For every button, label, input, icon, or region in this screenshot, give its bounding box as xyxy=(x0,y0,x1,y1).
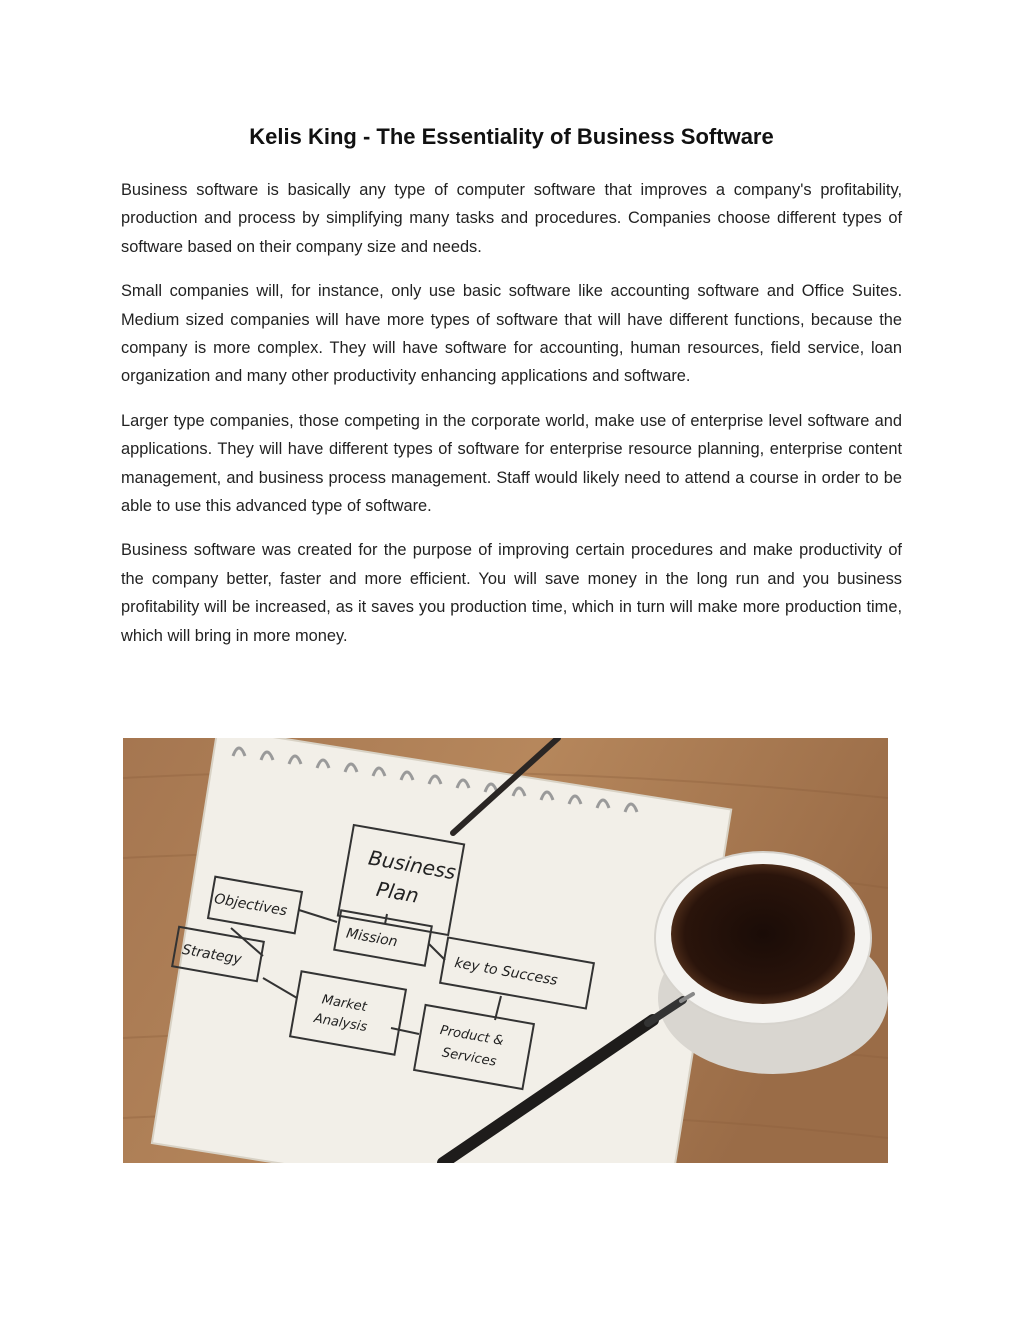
diagram-label-key-to-success: key to Success xyxy=(453,955,559,989)
document-page xyxy=(121,0,902,650)
diagram-label-mission: Mission xyxy=(344,925,399,951)
business-plan-photo xyxy=(123,738,888,1163)
diagram-label-product: Product & xyxy=(438,1023,505,1050)
paragraph-3: Larger type companies, those competing in the corporate world, make use of enterprise level software and applications. They will have different types of software for enterprise resource planning, enterprise content management, and business process management. Staff would likely need to attend a course in order to be able to use this advanced type of software. xyxy=(121,411,902,516)
diagram-label-plan: Plan xyxy=(374,876,421,908)
diagram-label-market: Market xyxy=(320,992,368,1016)
diagram-label-analysis: Analysis xyxy=(312,1011,369,1036)
diagram-label-strategy: Strategy xyxy=(180,941,243,968)
diagram-label-services: Services xyxy=(440,1045,498,1070)
paragraph-2: Small companies will, for instance, only use basic software like accounting software and Office Suites. Medium sized companies will have more types of software that will have different functions, because the company is more complex. They will have software for accounting, human resources, field service, loan organization and many other productivity enhancing applications and software. xyxy=(121,282,902,386)
paragraph-1: Business software is basically any type of computer software that improves a company's profitability, production and process by simplifying many tasks and procedures. Companies choose different types of software based on their company size and needs. xyxy=(121,181,902,256)
diagram-label-business: Business xyxy=(366,845,458,885)
paragraph-4: Business software was created for the purpose of improving certain procedures and make productivity of the company better, faster and more efficient. You will save money in the long run and you business profitability will be increased, as it saves you production time, which in turn will make more production time, which will bring in more money. xyxy=(121,541,902,645)
document-title: Kelis King - The Essentiality of Business Software xyxy=(249,124,774,149)
diagram-label-objectives: Objectives xyxy=(212,890,289,920)
